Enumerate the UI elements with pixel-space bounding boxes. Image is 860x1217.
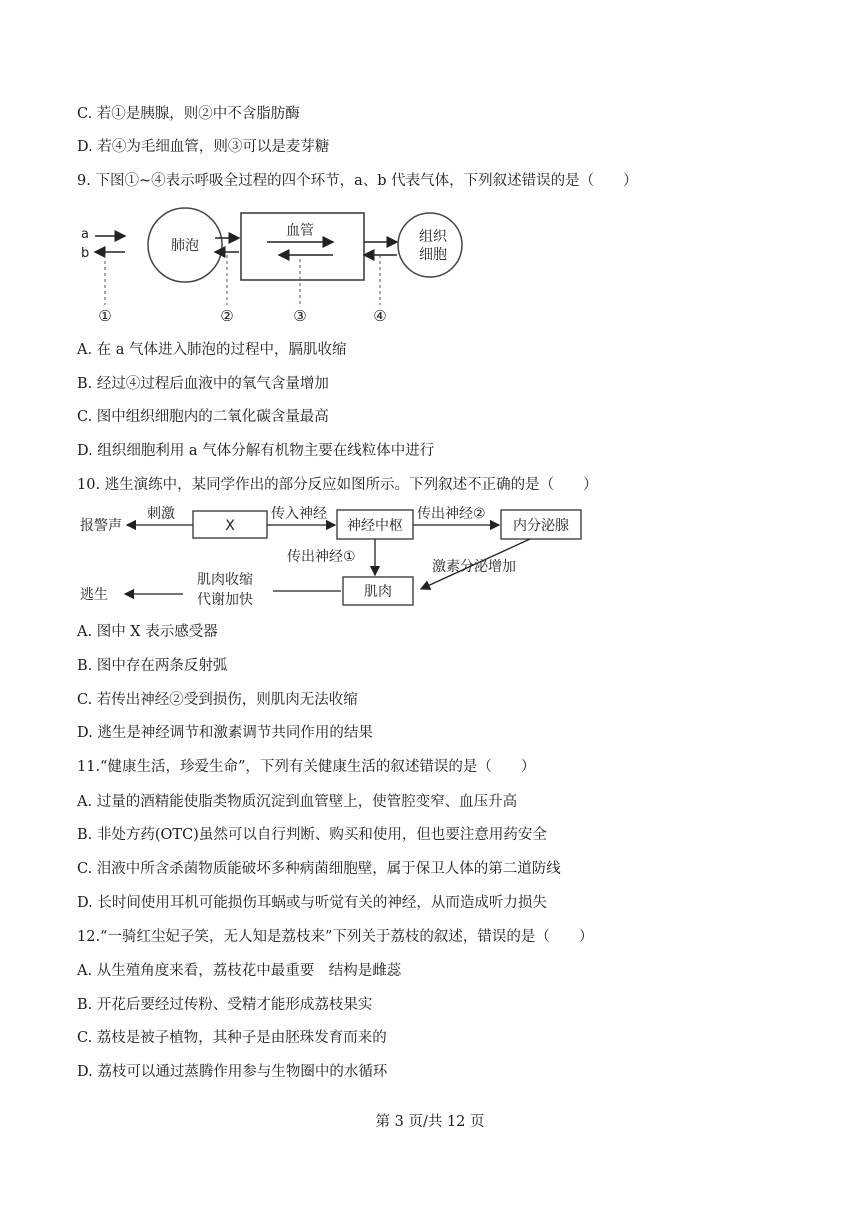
step-1-label: ①	[98, 307, 112, 325]
option-b-q11: B. 非处方药(OTC)虽然可以自行判断、购买和使用，但也要注意用药安全	[77, 827, 547, 843]
receptor-label: X	[225, 518, 235, 534]
option-d-q11: D. 长时间使用耳机可能损伤耳蜗或与听觉有关的神经，从而造成听力损失	[77, 895, 547, 911]
tissue-cell-circle	[398, 213, 462, 277]
question-11: 11.“健康生活，珍爱生命”，下列有关健康生活的叙述错误的是（ ）	[77, 759, 536, 775]
option-a-q12: A. 从生殖角度来看，荔枝花中最重要 结构是雌蕊	[77, 963, 402, 979]
tissue-label-2: 细胞	[419, 247, 447, 263]
question-10: 10. 逃生演练中，某同学作出的部分反应如图所示。下列叙述不正确的是（ ）	[77, 477, 598, 493]
question-12: 12.“一骑红尘妃子笑，无人知是荔枝来”下列关于荔枝的叙述，错误的是（ ）	[77, 929, 594, 945]
option-a-q9: A. 在 a 气体进入肺泡的过程中，膈肌收缩	[77, 342, 347, 358]
option-c-q9: C. 图中组织细胞内的二氧化碳含量最高	[77, 409, 329, 425]
contract-label-2: 代谢加快	[197, 592, 253, 608]
escape-label: 逃生	[80, 587, 108, 603]
efferent-2-label: 传出神经②	[417, 506, 486, 522]
option-a-q10: A. 图中 X 表示感受器	[77, 624, 218, 640]
alarm-label: 报警声	[80, 518, 122, 534]
respiration-diagram	[75, 205, 475, 330]
efferent-1-label: 传出神经①	[287, 549, 356, 565]
option-b-q9: B. 经过④过程后血液中的氧气含量增加	[77, 376, 329, 392]
option-d-q10: D. 逃生是神经调节和激素调节共同作用的结果	[77, 725, 373, 741]
afferent-label: 传入神经	[271, 506, 327, 522]
option-d-q12: D. 荔枝可以通过蒸腾作用参与生物圈中的水循环	[77, 1064, 388, 1080]
vessel-label: 血管	[286, 223, 314, 239]
option-c-q8: C. 若①是胰腺，则②中不含脂肪酶	[77, 106, 300, 122]
step-4-label: ④	[373, 307, 387, 325]
hormone-label: 激素分泌增加	[432, 559, 516, 575]
option-b-q12: B. 开花后要经过传粉、受精才能形成荔枝果实	[77, 997, 373, 1013]
option-c-q11: C. 泪液中所含杀菌物质能破坏多种病菌细胞壁，属于保卫人体的第二道防线	[77, 861, 561, 877]
option-d-q9: D. 组织细胞利用 a 气体分解有机物主要在线粒体中进行	[77, 443, 435, 459]
gland-label: 内分泌腺	[513, 518, 569, 534]
page-footer: 第 3 页/共 12 页	[375, 1114, 485, 1130]
stimulus-label: 刺激	[147, 506, 175, 522]
reflex-diagram	[75, 501, 595, 611]
alveolus-label: 肺泡	[171, 238, 199, 254]
tissue-label-1: 组织	[419, 229, 447, 245]
gas-b-label: b	[81, 246, 90, 261]
step-3-label: ③	[293, 307, 307, 325]
option-b-q10: B. 图中存在两条反射弧	[77, 658, 228, 674]
option-c-q12: C. 荔枝是被子植物，其种子是由胚珠发育而来的	[77, 1030, 387, 1046]
option-c-q10: C. 若传出神经②受到损伤，则肌肉无法收缩	[77, 692, 358, 708]
step-2-label: ②	[220, 307, 234, 325]
question-9: 9. 下图①~④表示呼吸全过程的四个环节，a、b 代表气体，下列叙述错误的是（ ）	[77, 173, 638, 189]
option-a-q11: A. 过量的酒精能使脂类物质沉淀到血管壁上，使管腔变窄、血压升高	[77, 794, 518, 810]
muscle-label: 肌肉	[364, 584, 392, 600]
center-label: 神经中枢	[347, 518, 403, 534]
option-d-q8: D. 若④为毛细血管，则③可以是麦芽糖	[77, 139, 330, 155]
contract-label-1: 肌肉收缩	[197, 572, 253, 588]
gas-a-label: a	[81, 227, 89, 242]
